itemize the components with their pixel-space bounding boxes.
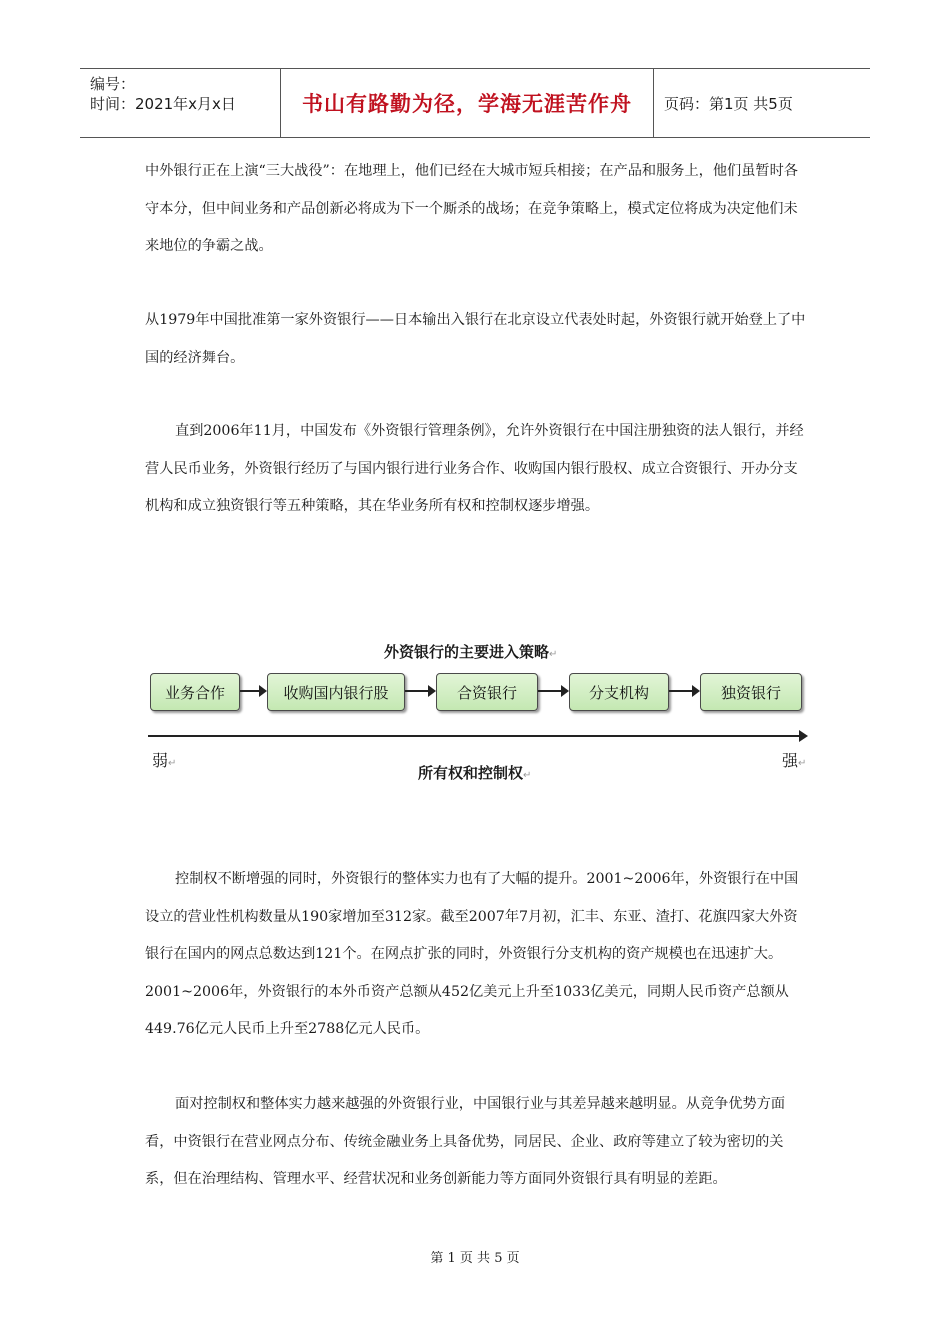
axis-end-label (782, 748, 806, 771)
header-page-cell (654, 69, 870, 137)
paragraph-mark-icon: ↵ (549, 649, 558, 660)
stage-label: 分支机构 (588, 683, 649, 702)
stage-box-joint-venture (436, 673, 538, 711)
header-motto: 书山有路勤为径，学海无涯苦作舟 (302, 91, 632, 116)
arrow-icon (669, 690, 698, 692)
arrow-icon (240, 690, 265, 692)
stage-box-branch (569, 673, 669, 711)
document-date-label: 时间：2021年x月x日 (90, 95, 236, 113)
paragraph-mark-icon: ↵ (798, 758, 807, 769)
header-motto-cell (281, 69, 654, 137)
paragraph-growth: 控制权不断增强的同时，外资银行的整体实力也有了大幅的提升。2001~2006年，外资银行在中国设立的营业性机构数量从190家增加至312家。截至2007年7月初，汇丰、东亚、渣打、花旗四家大外资银行在国内的网点总数达到121个。在网点扩张的同时，外资银行分支机构的资产规模也在迅速扩大。2001~2006年，外资银行的本外币资产总额从452亿美元上升至1033亿美元，同期人民币资产总额从449.76亿元人民币上升至2788亿元人民币。 (145, 871, 799, 1037)
paragraph-history: 从1979年中国批准第一家外资银行——日本输出入银行在北京设立代表处时起，外资银行就开始登上了中国的经济舞台。 (145, 312, 806, 366)
arrow-icon (538, 690, 567, 692)
axis-end-text: 强 (782, 751, 799, 770)
document-header (80, 68, 870, 138)
stage-box-business-cooperation (150, 673, 240, 711)
axis-start-text: 弱 (152, 751, 169, 770)
page-footer: 第 1 页 共 5 页 (430, 1251, 520, 1266)
stage-box-wholly-owned (700, 673, 802, 711)
axis-start-label (152, 748, 176, 771)
control-axis-arrow-icon (148, 735, 800, 737)
stage-box-equity-acquisition (267, 673, 405, 711)
paragraph-mark-icon: ↵ (523, 770, 532, 781)
header-meta-cell (80, 69, 281, 137)
axis-title-text: 所有权和控制权 (418, 764, 524, 782)
paragraph-intro: 中外银行正在上演“三大战役”：在地理上，他们已经在大城市短兵相接；在产品和服务上，他们虽暂时各守本分，但中间业务和产品创新必将成为下一个厮杀的战场；在竞争策略上，模式定位将成为决定他们未来地位的争霸之战。 (145, 163, 798, 254)
document-number-label: 编号： (90, 75, 136, 93)
stage-label: 合资银行 (456, 683, 517, 702)
paragraph-regulation: 直到2006年11月，中国发布《外资银行管理条例》，允许外资银行在中国注册独资的法人银行，并经营人民币业务，外资银行经历了与国内银行进行业务合作、收购国内银行股权、成立合资银行、开办分支机构和成立独资银行等五种策略，其在华业务所有权和控制权逐步增强。 (145, 423, 804, 514)
diagram-title (384, 641, 557, 662)
diagram-title-text: 外资银行的主要进入策略 (384, 643, 550, 661)
stage-label: 收购国内银行股 (283, 683, 389, 702)
stage-label: 独资银行 (720, 683, 781, 702)
axis-title (418, 762, 531, 783)
paragraph-mark-icon: ↵ (168, 758, 177, 769)
arrow-icon (405, 690, 434, 692)
stage-label: 业务合作 (164, 683, 225, 702)
paragraph-comparison: 面对控制权和整体实力越来越强的外资银行业，中国银行业与其差异越来越明显。从竞争优势方面看，中资银行在营业网点分布、传统金融业务上具备优势，同居民、企业、政府等建立了较为密切的关系，但在治理结构、管理水平、经营状况和业务创新能力等方面同外资银行具有明显的差距。 (145, 1096, 786, 1187)
page-code: 页码：第1页 共5页 (664, 94, 793, 113)
